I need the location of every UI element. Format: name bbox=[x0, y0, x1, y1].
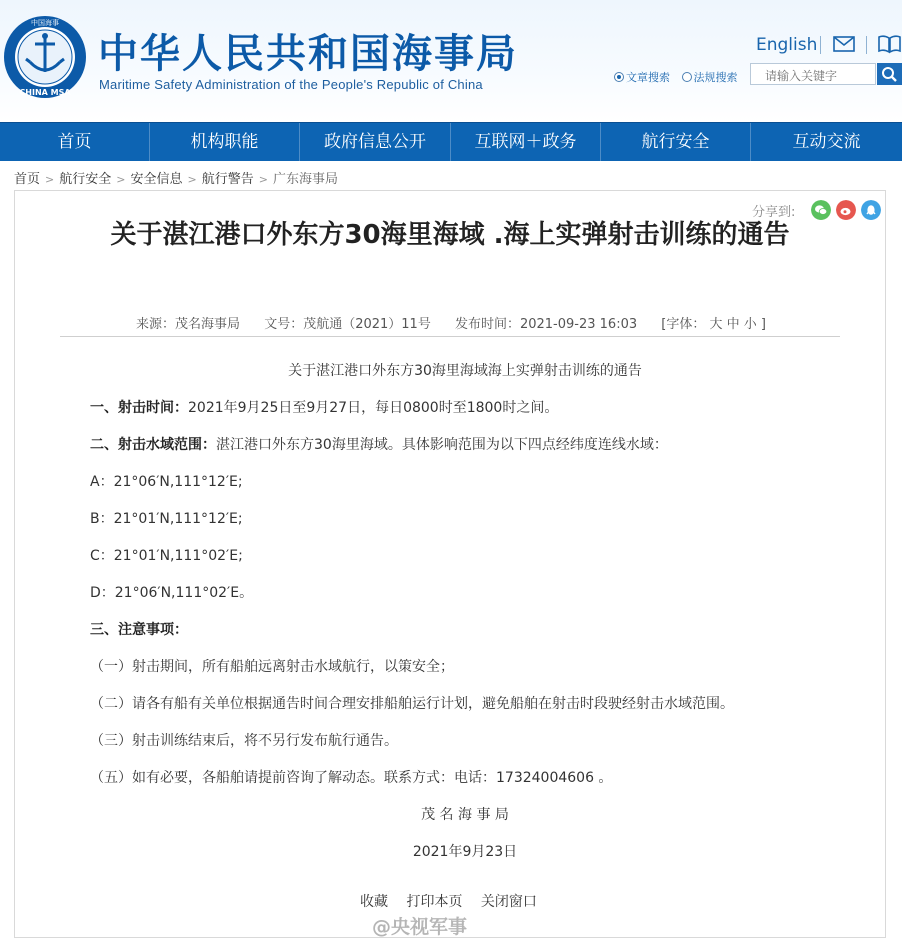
title-divider bbox=[60, 336, 840, 337]
share-label: 分享到: bbox=[752, 205, 796, 220]
search-option-articles[interactable]: 文章搜索 bbox=[614, 71, 670, 84]
breadcrumb-guangdong-msa[interactable]: 广东海事局 bbox=[272, 172, 338, 187]
notice-item: （三）射击训练结束后，将不另行发布航行通告。 bbox=[90, 733, 398, 749]
notice-item: （五）如有必要，各船舶请提前咨询了解动态。联系方式：电话：17324004606 。 bbox=[90, 770, 613, 786]
section-area-label: 二、射击水域范围： bbox=[90, 437, 216, 453]
article-source: 来源：茂名海事局 bbox=[136, 317, 241, 332]
qq-icon[interactable] bbox=[861, 200, 881, 220]
china-msa-logo[interactable] bbox=[2, 14, 88, 100]
breadcrumb-separator: > bbox=[258, 173, 268, 186]
site-header bbox=[0, 0, 902, 122]
wechat-icon[interactable] bbox=[811, 200, 831, 220]
notice-item: （一）射击期间，所有船舶远离射击水域航行，以策安全； bbox=[90, 659, 454, 675]
nav-item-home[interactable]: 首页 bbox=[0, 123, 150, 161]
section-notices bbox=[90, 619, 188, 639]
section-time-label: 一、射击时间： bbox=[90, 400, 188, 416]
favorite-link[interactable]: 收藏 bbox=[360, 894, 388, 910]
nav-item-interaction[interactable]: 互动交流 bbox=[792, 132, 861, 152]
site-title-cn: 中华人民共和国海事局 bbox=[98, 30, 518, 77]
coordinate-point-b: B：21°01′N,111°12′E; bbox=[90, 511, 243, 527]
breadcrumb-nav-warnings[interactable]: 航行警告 bbox=[201, 172, 254, 187]
nav-item-functions[interactable]: 机构职能 bbox=[150, 123, 300, 161]
breadcrumb-separator: > bbox=[116, 173, 126, 186]
article-meta bbox=[0, 313, 902, 332]
breadcrumb-home[interactable]: 首页 bbox=[14, 172, 41, 187]
english-link[interactable]: English bbox=[756, 35, 818, 55]
section-area bbox=[90, 434, 668, 454]
header-divider bbox=[820, 36, 821, 54]
radio-icon[interactable] bbox=[614, 72, 624, 82]
search-button[interactable] bbox=[877, 63, 902, 85]
coordinate-point-a: A：21°06′N,111°12′E; bbox=[90, 474, 243, 490]
section-time bbox=[90, 397, 558, 417]
breadcrumb-safety-info[interactable]: 安全信息 bbox=[130, 172, 183, 187]
search-option-regulations[interactable]: 法规搜索 bbox=[682, 71, 738, 84]
search-type-options bbox=[614, 69, 738, 85]
breadcrumb-separator: > bbox=[187, 173, 197, 186]
logo-top-text: 中国海事 bbox=[31, 19, 59, 27]
section-area-text: 湛江港口外东方30海里海域。具体影响范围为以下四点经纬度连线水域： bbox=[216, 437, 668, 453]
breadcrumb-navigation-safety[interactable]: 航行安全 bbox=[59, 172, 112, 187]
breadcrumb bbox=[14, 168, 338, 187]
radio-icon[interactable] bbox=[682, 72, 692, 82]
logo-text: CHINA MSA bbox=[19, 88, 71, 97]
mail-icon[interactable] bbox=[832, 34, 856, 54]
article-publish-time: 发布时间：2021-09-23 16:03 bbox=[454, 317, 638, 332]
article-subtitle: 关于湛江港口外东方30海里海域海上实弹射击训练的通告 bbox=[288, 363, 642, 379]
article-doc-number: 文号：茂航通（2021）11号 bbox=[264, 317, 431, 332]
font-size-switcher[interactable]: [字体： 大 中 小 ] bbox=[661, 317, 766, 332]
coordinate-point-d: D：21°06′N,111°02′E。 bbox=[90, 585, 254, 601]
breadcrumb-separator: > bbox=[45, 173, 55, 186]
close-window-link[interactable]: 关闭窗口 bbox=[480, 894, 537, 910]
nav-item-internet-gov[interactable]: 互联网＋政务 bbox=[451, 123, 601, 161]
section-time-text: 2021年9月25日至9月27日，每日0800时至1800时之间。 bbox=[188, 400, 559, 416]
weibo-icon[interactable] bbox=[836, 200, 856, 220]
section-notices-label: 三、注意事项： bbox=[90, 622, 188, 638]
nav-item-gov-info[interactable]: 政府信息公开 bbox=[300, 123, 451, 161]
search-input[interactable] bbox=[750, 63, 876, 85]
watermark: @央视军事 bbox=[372, 916, 468, 938]
notice-item: （二）请各有船有关单位根据通告时间合理安排船舶运行计划，避免船舶在射击时段驶经射击水域范围。 bbox=[90, 696, 734, 712]
article-title: 关于湛江港口外东方30海里海域 .海上实弹射击训练的通告 bbox=[110, 220, 790, 250]
main-nav bbox=[0, 122, 902, 161]
article-actions bbox=[360, 891, 551, 911]
header-divider bbox=[866, 36, 867, 54]
search-icon bbox=[877, 63, 902, 85]
coordinate-point-c: C：21°01′N,111°02′E; bbox=[90, 548, 243, 564]
nav-item-navigation-safety[interactable]: 航行安全 bbox=[601, 123, 751, 161]
article-date: 2021年9月23日 bbox=[412, 844, 518, 860]
article-signature: 茂 名 海 事 局 bbox=[421, 807, 509, 823]
site-title-en: Maritime Safety Administration of the People's Republic of China bbox=[99, 77, 483, 92]
print-link[interactable]: 打印本页 bbox=[406, 894, 463, 910]
book-icon[interactable] bbox=[877, 34, 902, 54]
